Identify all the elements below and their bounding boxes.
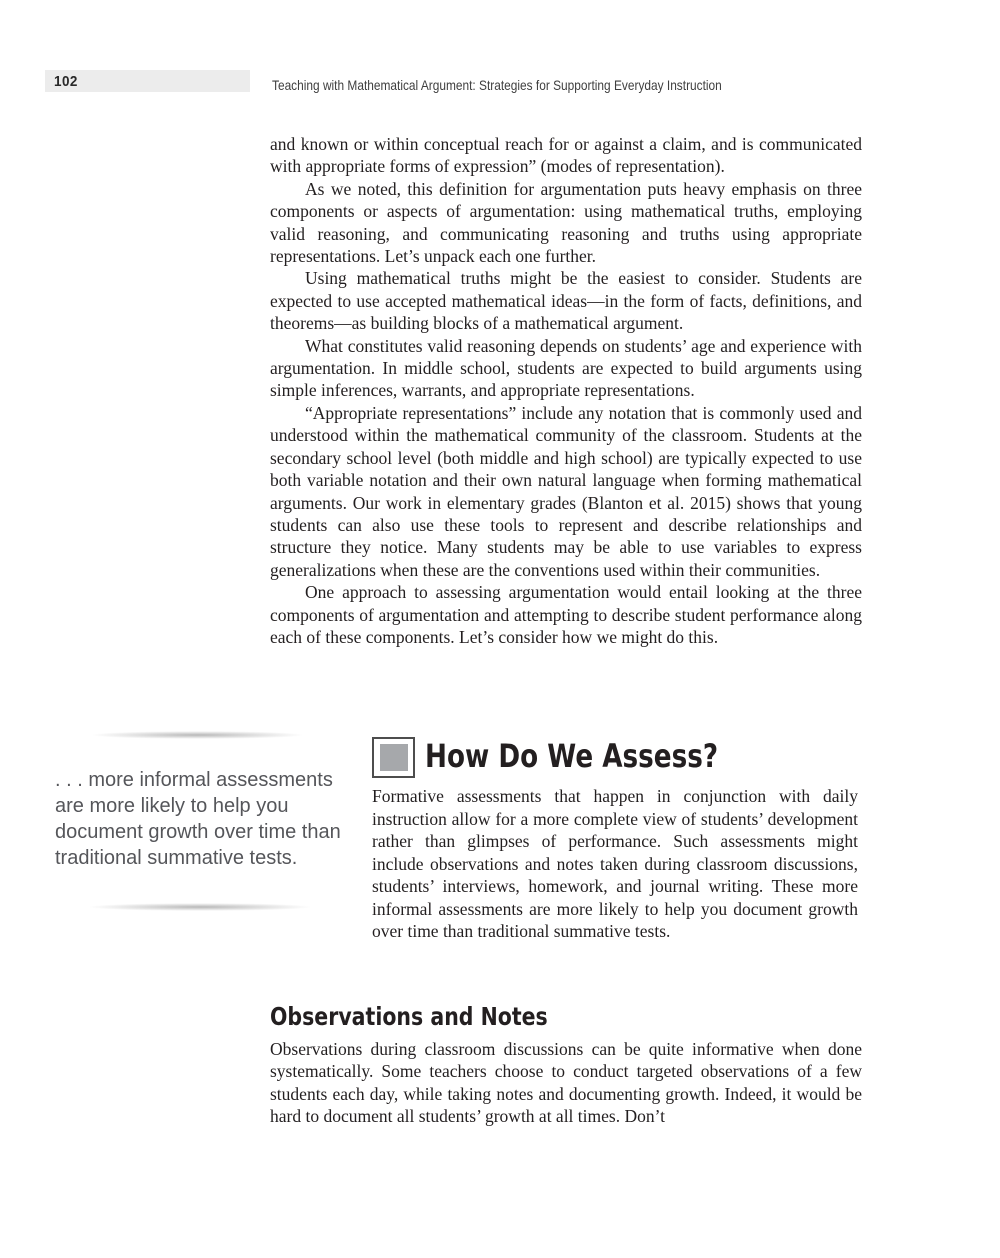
running-head: Teaching with Mathematical Argument: Strategies for Supporting Everyday Instruction <box>272 77 722 93</box>
page-number-box <box>45 70 250 92</box>
paragraph: Using mathematical truths might be the easiest to consider. Students are expected to use accepted mathematical ideas—in the form of facts, definitions, and theorems—as building blocks of a mathematical argument. <box>270 268 862 334</box>
section-marker <box>372 737 415 778</box>
paragraph: One approach to assessing argumentation would entail looking at the three components of argumentation and attempting to describe student performance along each of these components. Let’s consider how we might do this. <box>270 582 862 647</box>
pullquote-top-shadow-divider <box>50 730 345 740</box>
paragraph: What constitutes valid reasoning depends on students’ age and experience with argumentation. In middle school, students are expected to build arguments using simple inferences, warrants, and appropriate representations. <box>270 335 862 401</box>
pull-quote: . . . more informal assessments are more likely to help you document growth over time than traditional summative tests. <box>55 769 341 869</box>
section-heading: How Do We Assess? <box>425 737 719 775</box>
square-bullet-icon <box>380 744 408 771</box>
page-number: 102 <box>54 73 78 90</box>
paragraph: “Appropriate representations” include any notation that is commonly used and understood within the mathematical community of the classroom. Students at the secondary school level (both middle and high school) are typically expected to use both variable notation and their own natural language when forming mathematical arguments. Our work in elementary grades (Blanton et al. 2015) shows that young students can also use these tools to represent and describe relationships and structure they notice. Many students may be able to use variables to express generalizations when these are the conventions used within their communities. <box>270 402 862 580</box>
paragraph: and known or within conceptual reach for or against a claim, and is communicated with appropriate forms of expression” (modes of representation). <box>270 134 862 177</box>
observations-paragraph: Observations during classroom discussions can be quite informative when done systematically. Some teachers choose to conduct targeted observations of a few students each day, while taking notes and documenting growth. Indeed, it would be hard to document all students’ growth at all times. Don’t <box>270 1039 862 1127</box>
subsection-heading: Observations and Notes <box>270 1002 548 1031</box>
assess-paragraph: Formative assessments that happen in conjunction with daily instruction allow for a more complete view of students’ development rather than glimpses of performance. Such assessments might include observations and notes taken during classroom discussions, students’ interviews, homework, and journal writing. These more informal assessments are more likely to help you document growth over time than traditional summative tests. <box>372 786 858 941</box>
body-text-block <box>270 133 862 648</box>
paragraph: As we noted, this definition for argumentation puts heavy emphasis on three components or aspects of argumentation: using mathematical truths, employing valid reasoning, and communicating reasoning and truths using appropriate representations. Let’s unpack each one further. <box>270 178 862 267</box>
pullquote-bottom-shadow-divider <box>45 902 355 912</box>
